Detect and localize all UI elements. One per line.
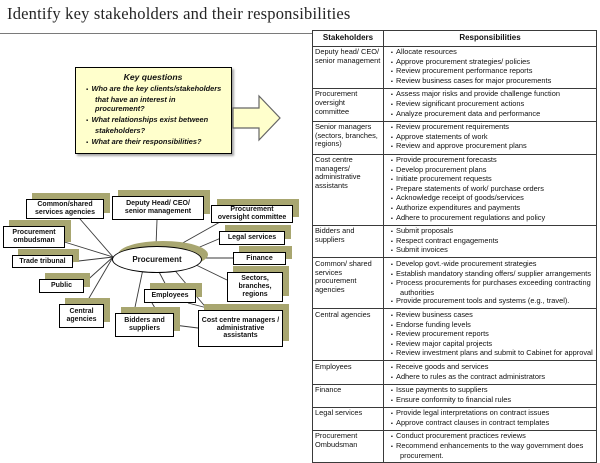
list-item: ▪ Recommend enhancements to the way government does procurement. [391, 442, 594, 460]
responsibilities-cell [384, 225, 597, 258]
list-item: ▪ What relationships exist between stakeholders? [86, 115, 226, 135]
stakeholder-cell: Common/ shared services procurement agencies [313, 258, 384, 309]
responsibilities-cell [384, 309, 597, 361]
responsibility-list [386, 363, 594, 382]
node-label: Trade tribunal [19, 257, 66, 265]
list-item: ▪ What are their responsibilities? [86, 137, 226, 148]
diagram-node-sectors-branches-regions [227, 272, 283, 302]
table-row [313, 430, 597, 462]
responsibilities-cell [384, 361, 597, 384]
node-label: Cost centre managers / administrative assistants [201, 316, 280, 340]
stakeholder-cell: Finance [313, 384, 384, 407]
table-row [313, 46, 597, 88]
table-row [313, 154, 597, 225]
responsibility-list [386, 260, 594, 307]
node-label: Common/shared services agencies [35, 201, 95, 216]
diagram-node-oversight-committee [211, 205, 293, 223]
responsibilities-cell [384, 154, 597, 225]
list-item: ▪ Analyze procurement data and performance [391, 110, 594, 120]
list-item: ▪ Submit invoices [391, 246, 594, 256]
responsibility-list [386, 123, 594, 152]
node-label: Employees [151, 292, 189, 300]
responsibility-list [386, 409, 594, 428]
list-item: ▪ Assess major risks and provide challenge function [391, 90, 594, 100]
responsibilities-cell [384, 88, 597, 121]
stakeholder-cell: Procurement Ombudsman [313, 430, 384, 462]
responsibilities-cell [384, 384, 597, 407]
responsibility-list [386, 156, 594, 223]
responsibility-list [386, 311, 594, 359]
stakeholder-cell: Procurement oversight committee [313, 88, 384, 121]
node-label: Sectors, branches, regions [238, 275, 272, 298]
list-item: ▪ Approve statements of work [391, 133, 594, 143]
table-row [313, 361, 597, 384]
diagram-node-finance [233, 252, 286, 265]
list-item: ▪ Prepare statements of work/ purchase orders [391, 185, 594, 195]
stakeholder-cell: Cost centre managers/ administrative assistants [313, 154, 384, 225]
header-stakeholders: Stakeholders [313, 31, 384, 47]
stakeholder-cell: Deputy head/ CEO/ senior management [313, 46, 384, 88]
diagram-node-public [39, 279, 84, 293]
list-item: ▪ Conduct procurement practices reviews [391, 432, 594, 442]
responsibilities-cell [384, 46, 597, 88]
stakeholder-cell: Employees [313, 361, 384, 384]
list-item: ▪ Approve contract clauses in contract templates [391, 419, 594, 429]
key-questions-title: Key questions [123, 72, 183, 82]
header-responsibilities: Responsibilities [384, 31, 597, 47]
list-item: ▪ Endorse funding levels [391, 321, 594, 331]
list-item: ▪ Authorize expenditures and payments [391, 204, 594, 214]
list-item: ▪ Provide procurement tools and systems (e.g., travel). [391, 297, 594, 307]
list-item: ▪ Develop govt.-wide procurement strategies [391, 260, 594, 270]
stakeholders-table [312, 30, 597, 463]
list-item: ▪ Respect contract engagements [391, 237, 594, 247]
responsibility-list [386, 48, 594, 86]
list-item: ▪ Review procurement performance reports [391, 67, 594, 77]
list-item: ▪ Acknowledge receipt of goods/services [391, 194, 594, 204]
responsibility-list [386, 90, 594, 119]
stakeholder-cell: Legal services [313, 407, 384, 430]
list-item: ▪ Provide legal interpretations on contract issues [391, 409, 594, 419]
diagram-node-bidders-suppliers [115, 313, 174, 337]
node-label: Finance [246, 254, 273, 262]
table-row [313, 88, 597, 121]
center-label: Procurement [132, 255, 182, 264]
stakeholder-cell: Bidders and suppliers [313, 225, 384, 258]
responsibility-list [386, 227, 594, 256]
list-item: ▪ Review investment plans and submit to Cabinet for approval [391, 349, 594, 359]
responsibility-list [386, 432, 594, 460]
diagram-center-procurement [112, 246, 202, 273]
diagram-node-cost-centre-managers [198, 310, 283, 347]
responsibilities-cell [384, 258, 597, 309]
list-item: ▪ Review and approve procurement plans [391, 142, 594, 152]
list-item: ▪ Establish mandatory standing offers/ supplier arrangements [391, 270, 594, 280]
diagram-node-central-agencies [59, 304, 104, 328]
list-item: ▪ Approve procurement strategies/ policies [391, 58, 594, 68]
list-item: ▪ Allocate resources [391, 48, 594, 58]
node-label: Procurement ombudsman [12, 229, 56, 244]
list-item: ▪ Issue payments to suppliers [391, 386, 594, 396]
list-item: ▪ Review significant procurement actions [391, 100, 594, 110]
page-title: Identify key stakeholders and their responsibilities [7, 4, 351, 23]
list-item: ▪ Review procurement requirements [391, 123, 594, 133]
diagram-node-legal-services [219, 231, 285, 245]
list-item: ▪ Receive goods and services [391, 363, 594, 373]
stakeholder-cell: Senior managers (sectors, branches, regions) [313, 121, 384, 154]
table-header-row [313, 31, 597, 47]
table-row [313, 258, 597, 309]
list-item: ▪ Ensure conformity to financial rules [391, 396, 594, 406]
table-row [313, 225, 597, 258]
table-row [313, 407, 597, 430]
responsibility-list [386, 386, 594, 405]
diagram-node-deputy-head [112, 196, 204, 220]
list-item: ▪ Review major capital projects [391, 340, 594, 350]
list-item: ▪ Review business cases [391, 311, 594, 321]
list-item: ▪ Provide procurement forecasts [391, 156, 594, 166]
diagram-node-employees [144, 289, 196, 303]
stakeholder-cell: Central agencies [313, 309, 384, 361]
list-item: ▪ Submit proposals [391, 227, 594, 237]
responsibilities-cell [384, 121, 597, 154]
table-row [313, 384, 597, 407]
node-label: Public [50, 282, 72, 290]
list-item: ▪ Develop procurement plans [391, 166, 594, 176]
list-item: ▪ Review business cases for major procurements [391, 77, 594, 87]
table-row [313, 309, 597, 361]
diagram-node-common-shared-services [26, 199, 104, 219]
table-row [313, 121, 597, 154]
responsibilities-cell [384, 430, 597, 462]
list-item: ▪ Process procurements for purchases exceeding contracting authorities [391, 279, 594, 297]
responsibilities-cell [384, 407, 597, 430]
list-item: ▪ Adhere to procurement regulations and policy [391, 214, 594, 224]
node-label: Central agencies [66, 308, 97, 323]
list-item: ▪ Adhere to rules as the contract administrators [391, 373, 594, 383]
diagram-node-procurement-ombudsman [3, 226, 65, 248]
node-label: Procurement oversight committee [217, 206, 287, 221]
node-label: Bidders and suppliers [124, 317, 165, 332]
list-item: ▪ Review procurement reports [391, 330, 594, 340]
diagram-node-trade-tribunal [12, 255, 73, 268]
list-item: ▪ Initiate procurement requests [391, 175, 594, 185]
node-label: Deputy Head/ CEO/ senior management [124, 200, 192, 215]
node-label: Legal services [227, 234, 277, 242]
list-item: ▪ Who are the key clients/stakeholders that have an interest in procurement? [86, 84, 226, 113]
